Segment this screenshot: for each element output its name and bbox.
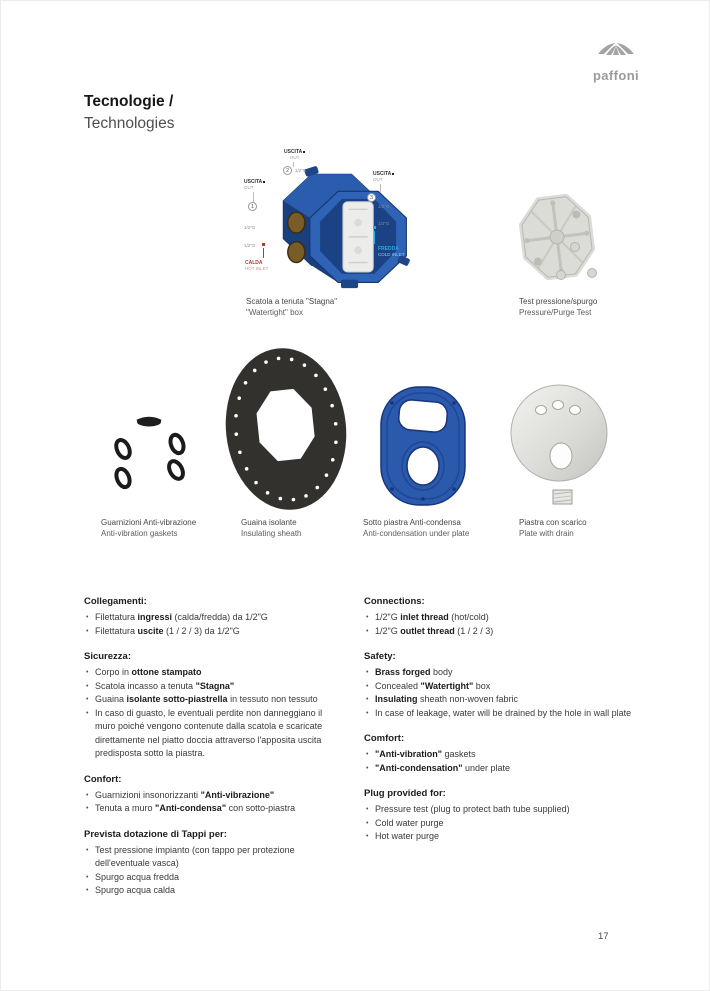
- section-heading: Sicurezza:: [84, 651, 131, 662]
- page-title: [84, 91, 174, 135]
- marker-square: [303, 151, 305, 153]
- section-heading: Connections:: [364, 596, 425, 607]
- bullet-item: • Filettatura ingressi (calda/fredda) da 1/2"G: [84, 611, 328, 625]
- caption-gaskets: Guarnizioni Anti-vibrazione Anti-vibration gaskets: [101, 518, 197, 538]
- bullet-item: • Guarnizioni insonorizzanti "Anti-vibrazione": [84, 789, 328, 803]
- section-heading: Safety:: [364, 651, 396, 662]
- bullet-item: • Guaina isolante sotto-piastrella in tessuto non tessuto: [84, 693, 328, 707]
- section-heading: Prevista dotazione di Tappi per:: [84, 828, 227, 840]
- section-heading: Plug provided for:: [364, 788, 446, 799]
- bullet-item: • Cold water purge: [364, 817, 640, 831]
- section-list: [84, 666, 328, 761]
- section-list: [364, 666, 640, 720]
- bullet-item: • Scatola incasso a tenuta "Stagna": [84, 680, 328, 694]
- section-heading: Collegamenti:: [84, 596, 147, 607]
- thread-size-cold: 1/2"G: [378, 221, 390, 226]
- port-number-1: 1: [248, 202, 257, 211]
- bullet-item: • 1/2"G outlet thread (1 / 2 / 3): [364, 625, 640, 639]
- leader-line: [380, 184, 381, 193]
- thread-size: 1/2"G: [295, 168, 307, 173]
- bullet-item: • Tenuta a muro "Anti-condensa" con sotto-piastra: [84, 802, 328, 816]
- bullet-item: • Spurgo acqua calda: [84, 884, 328, 898]
- section-heading: Comfort:: [364, 733, 405, 744]
- caption-under-plate: Sotto piastra Anti-condensa Anti-condensation under plate: [363, 518, 470, 538]
- watertight-box-diagram: [231, 146, 466, 298]
- hot-marker: [262, 243, 265, 246]
- bullet-item: • Hot water purge: [364, 830, 640, 844]
- bullet-item: • Corpo in ottone stampato: [84, 666, 328, 680]
- thread-size: 1/2"G: [244, 225, 256, 230]
- features-column-english: [364, 595, 640, 856]
- port-number-3: 3: [367, 193, 376, 202]
- drain-detail: [553, 490, 572, 504]
- brand-logo: [585, 41, 647, 83]
- section-heading: Confort:: [84, 773, 122, 785]
- cold-marker: [373, 226, 376, 229]
- port-number-2: 2: [283, 166, 292, 175]
- label-cold-inlet: FREDDA COLD INLET: [378, 246, 405, 257]
- section-list: [84, 789, 328, 816]
- section-list: [364, 611, 640, 638]
- leader-line: [253, 192, 254, 202]
- plate-with-drain-image: [509, 379, 613, 509]
- bullet-item: • In caso di guasto, le eventuali perdite non danneggiano il muro poiché vengono contenute dalla scatola e scaricate direttamente nel piatto doccia attraverso l'apposita uscita predisposta sotto la piastra.: [84, 707, 328, 761]
- bullet-item: • Spurgo acqua fredda: [84, 871, 328, 885]
- bullet-item: • Insulating sheath non-woven fabric: [364, 693, 640, 707]
- marker-square: [263, 181, 265, 183]
- hot-leader-line: [263, 248, 264, 258]
- bullet-item: • "Anti-vibration" gaskets: [364, 748, 640, 762]
- insulating-sheath-image: [223, 345, 349, 515]
- brand-wordmark: paffoni: [592, 68, 640, 83]
- section-list: [364, 748, 640, 775]
- leader-line: [293, 162, 294, 167]
- features-column-italian: [84, 595, 328, 910]
- caption-insulating-sheath: Guaina isolante Insulating sheath: [241, 518, 302, 538]
- label-out-2: USCITA OUT: [284, 149, 305, 161]
- bullet-item: • "Anti-condensation" under plate: [364, 762, 640, 776]
- bullet-item: • Brass forged body: [364, 666, 640, 680]
- page-number: 17: [598, 931, 609, 942]
- label-out-3: USCITA OUT: [373, 171, 394, 183]
- caption-watertight-box: Scatola a tenuta "Stagna" "Watertight" box: [246, 297, 338, 317]
- bullet-item: • Test pressione impianto (con tappo per protezione dell'eventuale vasca): [84, 844, 328, 871]
- label-hot-inlet: CALDA HOT INLET: [245, 260, 269, 271]
- thread-size-hot: 1/2"G: [244, 243, 256, 248]
- marker-square: [392, 173, 394, 175]
- bullet-item: • Concealed "Watertight" box: [364, 680, 640, 694]
- bullet-item: • Filettatura uscite (1 / 2 / 3) da 1/2"G: [84, 625, 328, 639]
- watertight-box-image: [246, 156, 436, 294]
- page-title-en: Technologies: [84, 115, 175, 132]
- label-out-1: USCITA OUT: [244, 179, 265, 191]
- pressure-test-plate-image: [511, 187, 611, 297]
- section-list: [84, 611, 328, 638]
- bullet-item: • Pressure test (plug to protect bath tube supplied): [364, 803, 640, 817]
- section-list: [364, 803, 640, 844]
- bullet-item: • 1/2"G inlet thread (hot/cold): [364, 611, 640, 625]
- anti-condensation-plate-image: [377, 383, 469, 509]
- bullet-item: • In case of leakage, water will be drained by the hole in wall plate: [364, 707, 640, 721]
- anti-vibration-gaskets-image: [99, 397, 209, 502]
- paffoni-fan-icon: [596, 41, 636, 63]
- cold-leader-line: [374, 231, 375, 244]
- caption-pressure-test: Test pressione/spurgo Pressure/Purge Test: [519, 297, 598, 317]
- thread-size: 1/2"G: [378, 204, 390, 209]
- page-title-it: Tecnologie /: [84, 93, 174, 110]
- caption-plate-with-drain: Piastra con scarico Plate with drain: [519, 518, 587, 538]
- section-list: [84, 844, 328, 898]
